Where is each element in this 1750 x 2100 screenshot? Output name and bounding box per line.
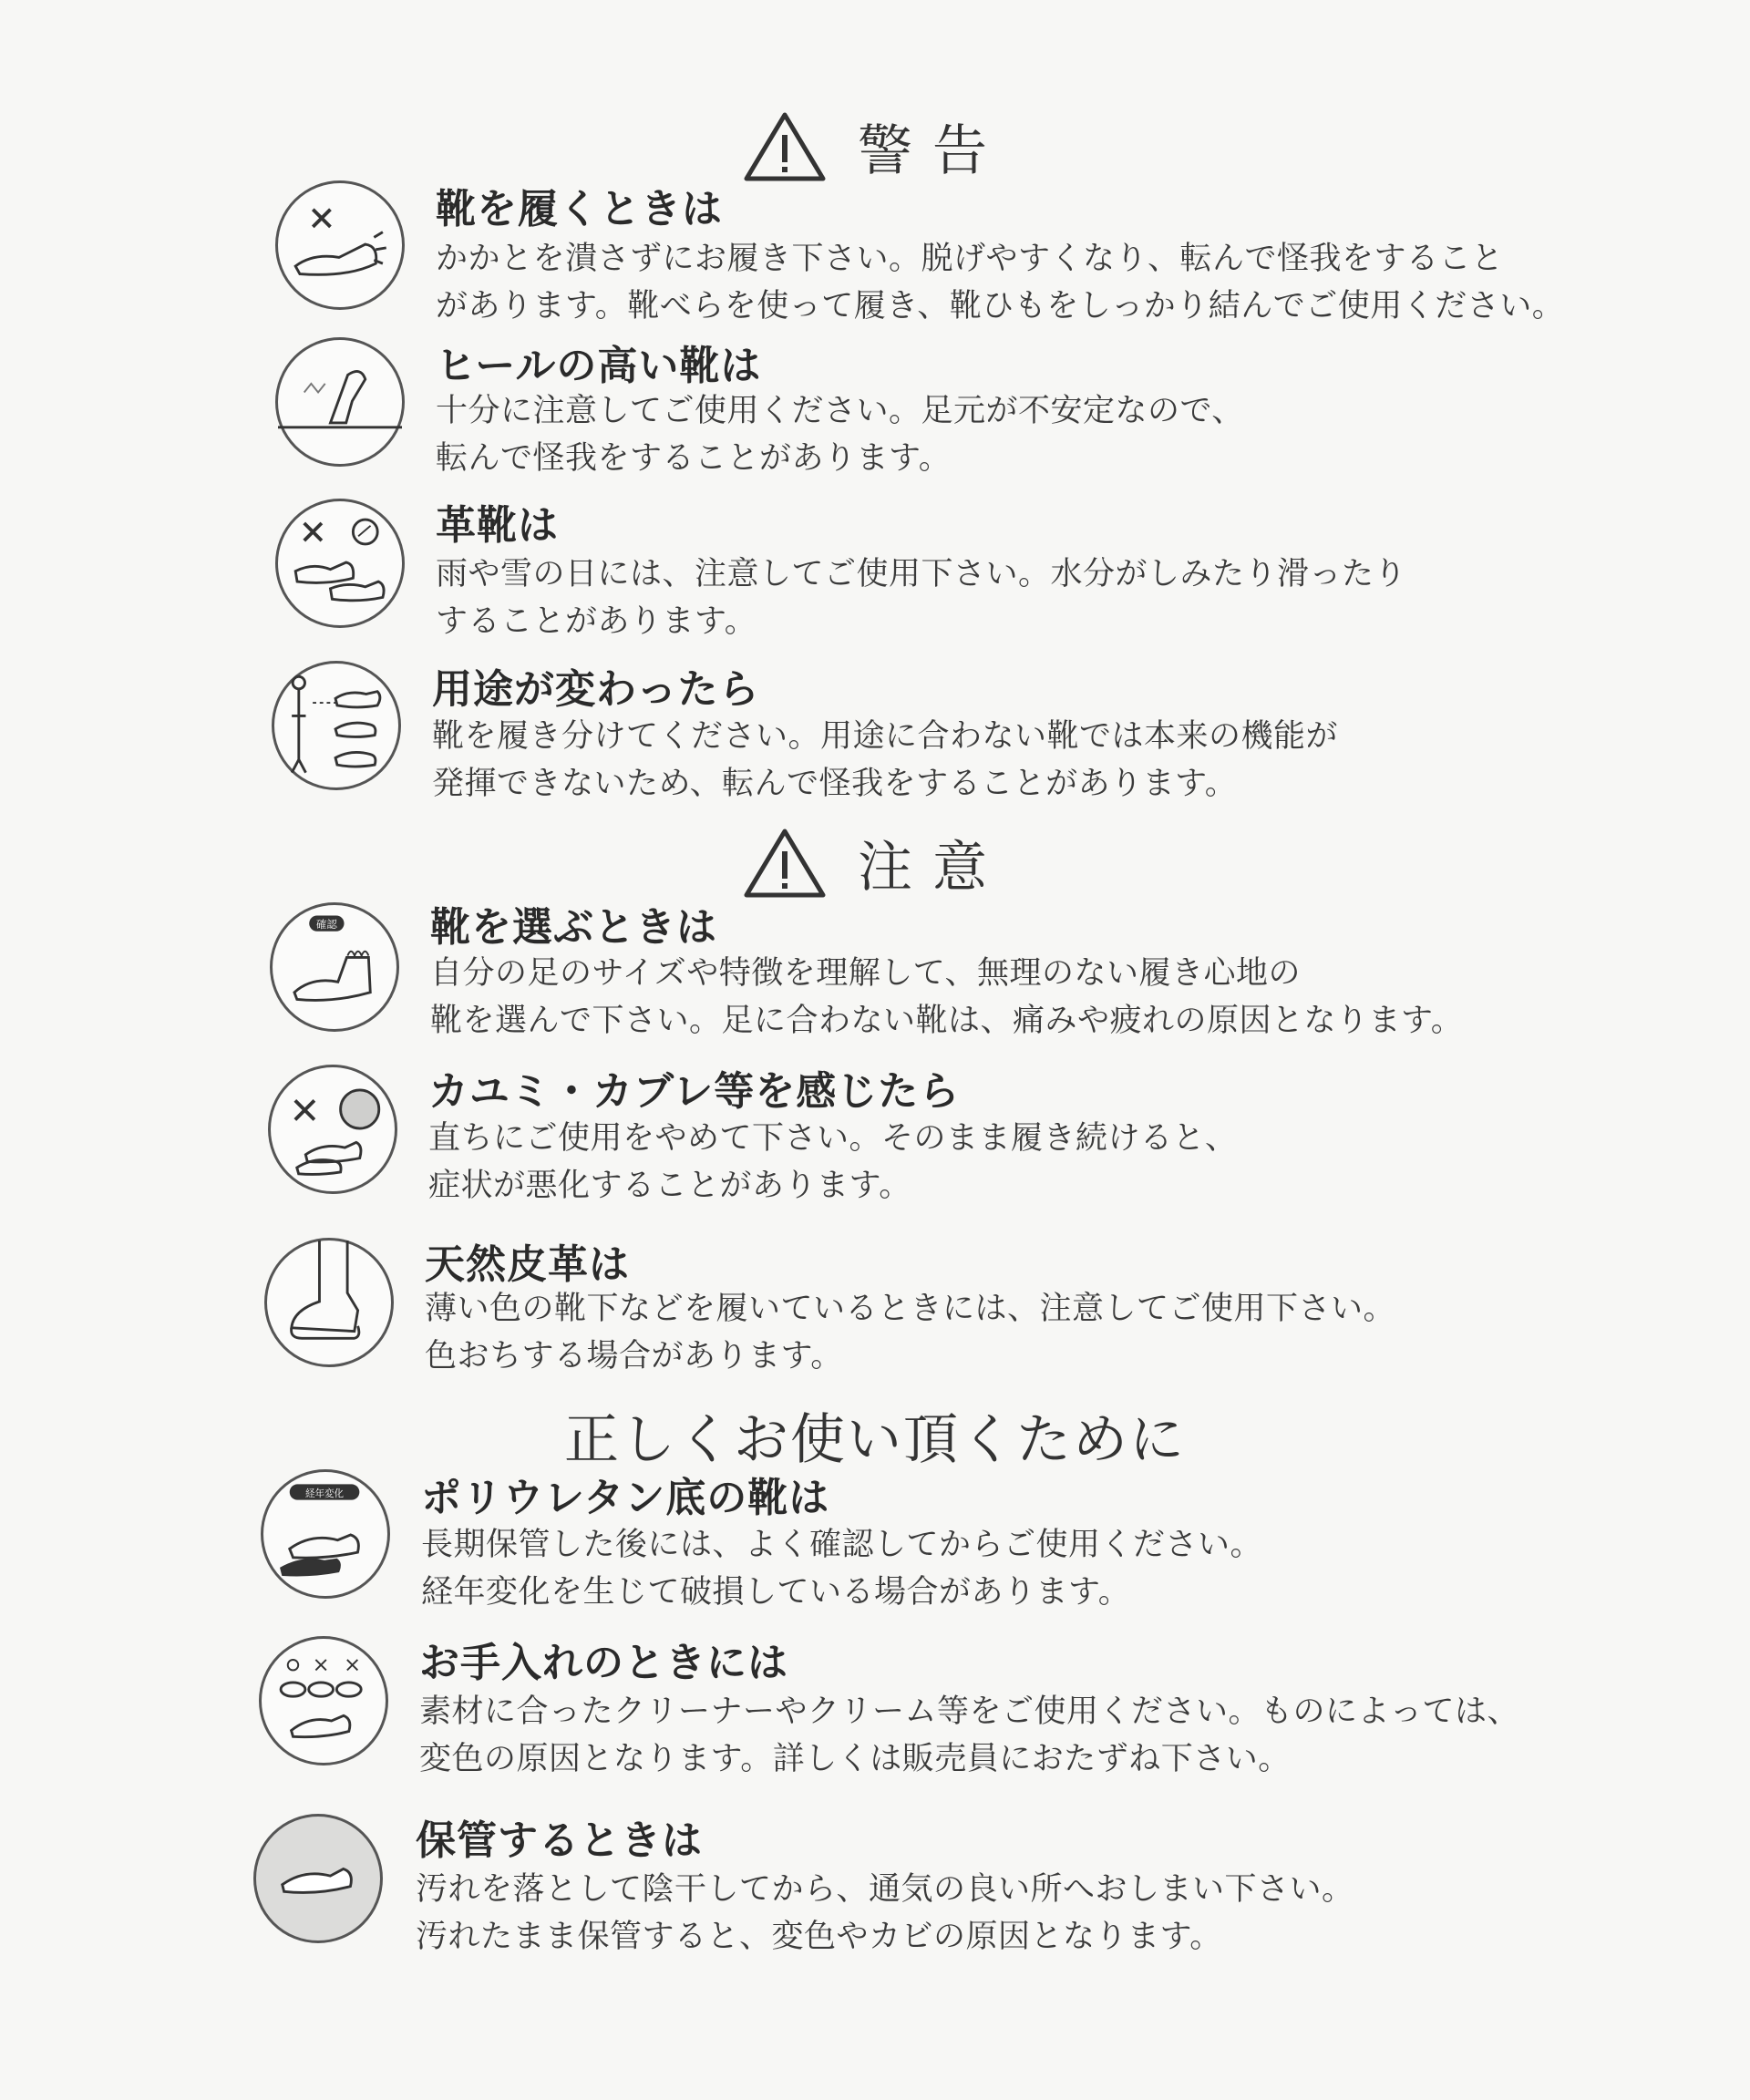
item-text-line: 症状が悪化することがあります。	[428, 1168, 911, 1204]
item-title: お手入れのときには	[419, 1640, 788, 1686]
item-title: 革靴は	[436, 502, 559, 549]
caution-triangle-icon	[743, 828, 827, 899]
item-title: ポリウレタン底の靴は	[421, 1475, 830, 1521]
item-polyurethane-sole	[0, 1469, 1750, 1624]
no-crushing-heel-icon	[275, 180, 405, 310]
item-text-line: かかとを潰さずにお履き下さい。脱げやすくなり、転んで怪我をすること	[436, 241, 1504, 277]
item-text-line: 雨や雪の日には、注意してご使用下さい。水分がしみたり滑ったり	[436, 556, 1407, 592]
warning-title: 警告	[858, 119, 1007, 183]
item-text-line: 自分の足のサイズや特徴を理解して、無理のない履き心地の	[430, 955, 1302, 992]
item-storage	[0, 1814, 1750, 1969]
item-text-line: 変色の原因となります。詳しくは販売員におたずね下さい。	[419, 1741, 1291, 1777]
skin-irritation-icon	[268, 1065, 397, 1194]
item-text-line: 靴を選んで下さい。足に合わない靴は、痛みや疲れの原因となります。	[430, 1003, 1464, 1039]
item-text-line: 発揮できないため、転んで怪我をすることがあります。	[432, 766, 1238, 802]
item-choosing-shoes	[0, 902, 1750, 1057]
item-title: 靴を履くときは	[436, 186, 723, 232]
item-title: 天然皮革は	[425, 1241, 630, 1288]
item-irritation	[0, 1065, 1750, 1220]
item-title: 保管するときは	[416, 1817, 703, 1864]
item-text-line: 素材に合ったクリーナーやクリーム等をご使用ください。ものによっては、	[419, 1693, 1520, 1730]
shoe-care-cream-icon	[259, 1636, 388, 1765]
item-text-line: することがあります。	[436, 603, 757, 640]
item-purpose-change	[0, 661, 1750, 816]
leather-shoe-rain-icon	[275, 499, 405, 628]
proper-use-header: 正しくお使い頂くために	[564, 1408, 1186, 1472]
item-title: カユミ・カブレ等を感じたら	[428, 1068, 961, 1115]
shoe-fitting-icon	[270, 902, 399, 1032]
item-high-heels	[0, 337, 1750, 492]
item-leather-shoes	[0, 499, 1750, 654]
item-wearing-shoes	[0, 180, 1750, 335]
shoe-purpose-icon	[272, 661, 401, 790]
item-title: 用途が変わったら	[432, 666, 760, 713]
item-text-line: 転んで怪我をすることがあります。	[436, 440, 952, 477]
polyurethane-sole-icon	[261, 1469, 390, 1599]
item-text-line: 直ちにご使用をやめて下さい。そのまま履き続けると、	[428, 1120, 1238, 1157]
caution-header	[0, 824, 1750, 902]
item-title: ヒールの高い靴は	[436, 343, 762, 389]
high-heel-icon	[275, 337, 405, 467]
item-text-line: 靴を履き分けてください。用途に合わない靴では本来の機能が	[432, 718, 1339, 755]
item-title: 靴を選ぶときは	[430, 904, 717, 951]
item-text-line: 長期保管した後には、よく確認してからご使用ください。	[421, 1527, 1263, 1563]
fitting-badge: 確認	[315, 917, 337, 931]
caution-title: 注意	[858, 836, 1007, 900]
item-text-line: 色おちする場合があります。	[425, 1338, 843, 1374]
warning-triangle-icon	[743, 111, 827, 182]
warning-header	[0, 108, 1750, 186]
shoe-storage-icon	[253, 1814, 383, 1943]
item-natural-leather	[0, 1238, 1750, 1393]
item-text-line: 十分に注意してご使用ください。足元が不安定なので、	[436, 393, 1244, 429]
aging-badge: 経年変化	[305, 1488, 345, 1499]
item-text-line: 汚れを落として陰干してから、通気の良い所へおしまい下さい。	[416, 1871, 1354, 1908]
item-text-line: 薄い色の靴下などを履いているときには、注意してご使用下さい。	[425, 1291, 1396, 1327]
item-text-line: 汚れたまま保管すると、変色やカビの原因となります。	[416, 1919, 1222, 1955]
item-text-line: があります。靴べらを使って履き、靴ひもをしっかり結んでご使用ください。	[436, 288, 1565, 324]
item-text-line: 経年変化を生じて破損している場合があります。	[421, 1574, 1131, 1611]
item-shoe-care	[0, 1636, 1750, 1791]
sock-color-transfer-icon	[264, 1238, 394, 1367]
